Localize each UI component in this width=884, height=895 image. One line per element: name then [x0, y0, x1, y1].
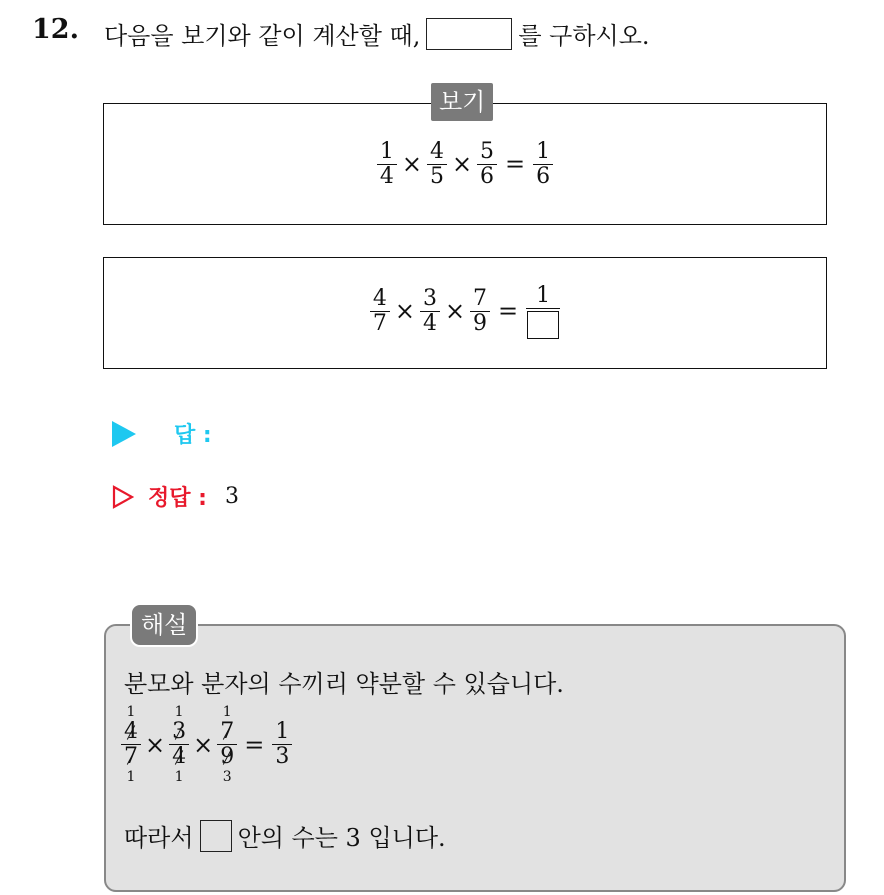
solution-line-1: 분모와 분자의 수끼리 약분할 수 있습니다.	[124, 670, 564, 698]
times-sign: ×	[394, 297, 415, 325]
cancel-top: 1	[222, 704, 232, 720]
cancel-fraction-3	[217, 704, 237, 785]
cancel-fraction-2	[169, 704, 189, 785]
times-sign: ×	[451, 150, 473, 178]
example-fraction-2	[427, 140, 447, 189]
denominator: 6	[536, 163, 551, 189]
outline-arrow-icon	[112, 485, 134, 509]
numerator: 4	[372, 285, 387, 311]
example-equation	[103, 132, 827, 196]
problem-fraction-1	[370, 287, 390, 336]
times-sign: ×	[193, 730, 214, 759]
denominator: 3	[275, 744, 290, 769]
question-text-after: 를 구하시오.	[518, 22, 650, 50]
cancel-bottom: 1	[126, 769, 136, 785]
cancel-fraction-1	[121, 704, 141, 785]
cancel-bottom: 3	[222, 769, 232, 785]
numerator: 7	[217, 720, 237, 744]
answer-label: 답 :	[174, 423, 212, 448]
times-sign: ×	[444, 297, 466, 325]
denominator: 4	[379, 163, 394, 189]
solution-line-3-before: 따라서	[124, 824, 194, 852]
example-result	[533, 140, 553, 189]
solution-equation	[120, 704, 294, 785]
solution-line-3	[124, 818, 446, 853]
numerator: 1	[275, 719, 290, 744]
question-text	[104, 16, 650, 51]
question-number: 12.	[32, 14, 79, 45]
result-blank-box	[527, 311, 559, 339]
solution-tag: 해설	[130, 603, 198, 647]
numerator: 3	[422, 285, 437, 311]
denominator: 9	[217, 745, 237, 769]
problem-equation	[103, 276, 827, 346]
equals-sign: =	[505, 150, 526, 178]
solution-line-3-after: 안의 수는 3 입니다.	[237, 824, 446, 852]
play-arrow-icon	[112, 421, 136, 447]
denominator: 7	[372, 310, 387, 336]
example-tag: 보기	[431, 83, 493, 121]
correct-answer-row	[112, 481, 239, 512]
denominator: 4	[422, 310, 437, 336]
denominator: 6	[480, 163, 495, 189]
cancel-bottom: 1	[174, 769, 184, 785]
example-fraction-1	[377, 140, 397, 189]
correct-answer-value: 3	[224, 484, 239, 509]
numerator: 4	[429, 138, 444, 164]
answer-row	[112, 418, 212, 449]
equals-sign: =	[498, 297, 519, 325]
times-sign: ×	[145, 730, 166, 759]
denominator: 7	[121, 745, 141, 769]
times-sign: ×	[401, 150, 422, 178]
denominator: 4	[169, 745, 189, 769]
solution-blank-box	[200, 820, 232, 852]
numerator: 1	[536, 138, 551, 164]
numerator: 5	[480, 138, 495, 164]
problem-result	[526, 284, 560, 339]
example-fraction-3	[477, 140, 497, 189]
numerator: 1	[379, 138, 394, 164]
cancel-top: 1	[174, 704, 184, 720]
numerator: 3	[169, 720, 189, 744]
numerator: 1	[536, 282, 551, 308]
solution-result	[272, 720, 292, 769]
problem-fraction-3	[470, 287, 490, 336]
problem-fraction-2	[420, 287, 440, 336]
correct-answer-label: 정답 :	[148, 486, 207, 511]
equals-sign: =	[244, 730, 265, 759]
numerator: 7	[473, 285, 488, 311]
answer-blank-box	[426, 18, 512, 50]
denominator: 9	[473, 310, 488, 336]
numerator: 4	[121, 720, 141, 744]
cancel-top: 1	[126, 704, 136, 720]
denominator: 5	[429, 163, 444, 189]
question-text-before: 다음을 보기와 같이 계산할 때,	[104, 22, 421, 50]
